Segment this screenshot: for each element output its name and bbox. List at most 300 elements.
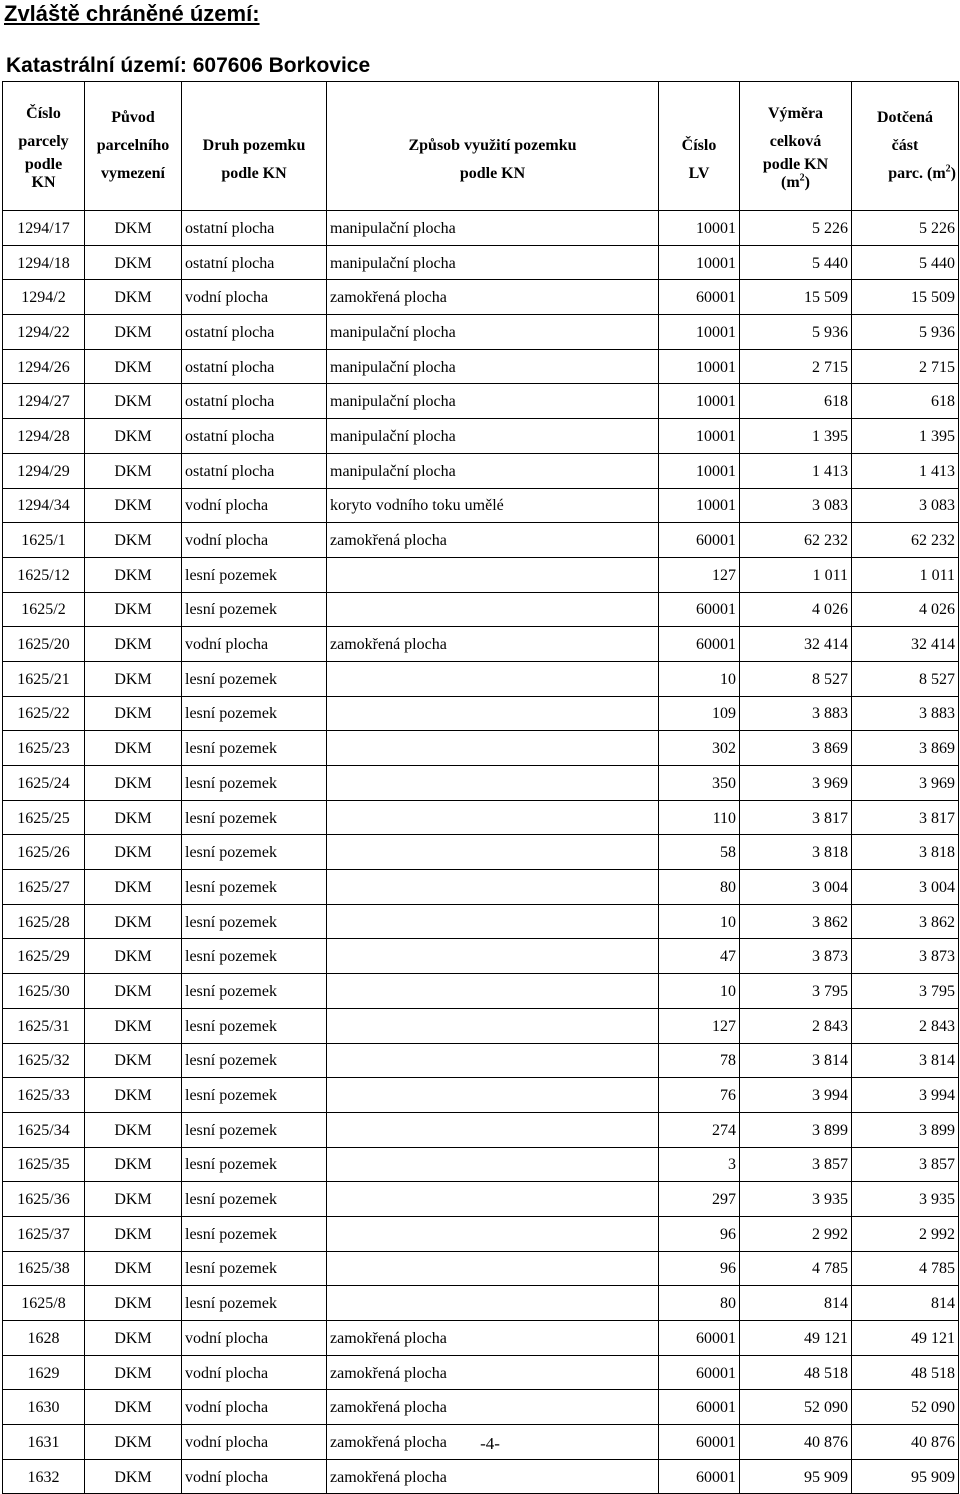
affected-part-cell: 32 414	[852, 627, 959, 662]
land-type-cell: lesní pozemek	[182, 1286, 327, 1321]
land-type-cell: vodní plocha	[182, 280, 327, 315]
parcel-number-cell: 1625/37	[3, 1216, 85, 1251]
total-area-cell: 3 083	[740, 488, 852, 523]
land-use-cell	[327, 731, 659, 766]
parcel-number-cell: 1625/38	[3, 1251, 85, 1286]
total-area-cell: 618	[740, 384, 852, 419]
lv-number-cell: 350	[659, 766, 740, 801]
affected-part-cell: 1 011	[852, 557, 959, 592]
land-type-cell: lesní pozemek	[182, 696, 327, 731]
land-use-cell	[327, 870, 659, 905]
total-area-cell: 8 527	[740, 661, 852, 696]
land-use-cell	[327, 592, 659, 627]
parcel-number-cell: 1632	[3, 1459, 85, 1494]
table-row	[3, 280, 959, 315]
affected-part-cell: 3 795	[852, 974, 959, 1009]
affected-part-cell: 1 395	[852, 419, 959, 454]
land-type-cell: lesní pozemek	[182, 661, 327, 696]
total-area-cell: 52 090	[740, 1390, 852, 1425]
lv-number-cell: 274	[659, 1112, 740, 1147]
land-type-cell: ostatní plocha	[182, 453, 327, 488]
origin-cell: DKM	[85, 315, 182, 350]
total-area-cell: 48 518	[740, 1355, 852, 1390]
land-type-cell: lesní pozemek	[182, 800, 327, 835]
origin-cell: DKM	[85, 1286, 182, 1321]
land-use-cell: zamokřená plocha	[327, 1390, 659, 1425]
land-type-cell: ostatní plocha	[182, 211, 327, 246]
land-type-cell: lesní pozemek	[182, 1112, 327, 1147]
parcel-number-cell: 1294/26	[3, 349, 85, 384]
land-type-cell: ostatní plocha	[182, 419, 327, 454]
lv-number-cell: 10001	[659, 349, 740, 384]
section-heading: Zvláště chráněné území:	[4, 1, 260, 26]
origin-cell: DKM	[85, 696, 182, 731]
parcel-number-cell: 1294/29	[3, 453, 85, 488]
land-use-cell	[327, 1112, 659, 1147]
parcel-number-cell: 1625/24	[3, 766, 85, 801]
origin-cell: DKM	[85, 1008, 182, 1043]
total-area-cell: 32 414	[740, 627, 852, 662]
lv-number-cell: 10001	[659, 211, 740, 246]
affected-part-cell: 814	[852, 1286, 959, 1321]
origin-cell: DKM	[85, 1078, 182, 1113]
affected-part-cell: 4 785	[852, 1251, 959, 1286]
origin-cell: DKM	[85, 800, 182, 835]
lv-number-cell: 60001	[659, 1321, 740, 1356]
affected-part-cell: 3 869	[852, 731, 959, 766]
table-row	[3, 1321, 959, 1356]
table-row	[3, 627, 959, 662]
affected-part-cell: 3 935	[852, 1182, 959, 1217]
total-area-cell: 3 883	[740, 696, 852, 731]
affected-part-cell: 3 004	[852, 870, 959, 905]
affected-part-cell: 3 873	[852, 939, 959, 974]
land-use-cell	[327, 1182, 659, 1217]
header-lv-number: Číslo LV	[659, 82, 740, 211]
table-row	[3, 939, 959, 974]
land-type-cell: lesní pozemek	[182, 1182, 327, 1217]
affected-part-cell: 49 121	[852, 1321, 959, 1356]
land-type-cell: lesní pozemek	[182, 835, 327, 870]
total-area-cell: 3 795	[740, 974, 852, 1009]
total-area-cell: 5 936	[740, 315, 852, 350]
land-type-cell: lesní pozemek	[182, 939, 327, 974]
lv-number-cell: 60001	[659, 1425, 740, 1460]
header-parcel-origin: Původ parcelního vymezení	[85, 82, 182, 211]
total-area-cell: 3 818	[740, 835, 852, 870]
parcel-number-cell: 1625/27	[3, 870, 85, 905]
affected-part-cell: 2 992	[852, 1216, 959, 1251]
origin-cell: DKM	[85, 453, 182, 488]
header-land-type: Druh pozemku podle KN	[182, 82, 327, 211]
parcel-number-cell: 1625/23	[3, 731, 85, 766]
affected-part-cell: 95 909	[852, 1459, 959, 1494]
land-use-cell	[327, 696, 659, 731]
affected-part-cell: 5 226	[852, 211, 959, 246]
land-use-cell: zamokřená plocha	[327, 1425, 659, 1460]
total-area-cell: 4 785	[740, 1251, 852, 1286]
total-area-cell: 3 969	[740, 766, 852, 801]
table-row	[3, 419, 959, 454]
land-use-cell: manipulační plocha	[327, 453, 659, 488]
table-row	[3, 731, 959, 766]
land-use-cell: manipulační plocha	[327, 349, 659, 384]
land-use-cell	[327, 557, 659, 592]
table-body	[3, 211, 959, 1494]
affected-part-cell: 618	[852, 384, 959, 419]
lv-number-cell: 10001	[659, 245, 740, 280]
parcel-number-cell: 1294/34	[3, 488, 85, 523]
land-type-cell: lesní pozemek	[182, 1251, 327, 1286]
land-type-cell: lesní pozemek	[182, 1216, 327, 1251]
table-row	[3, 1078, 959, 1113]
table-row	[3, 800, 959, 835]
total-area-cell: 2 843	[740, 1008, 852, 1043]
table-row	[3, 1147, 959, 1182]
table-row	[3, 1355, 959, 1390]
origin-cell: DKM	[85, 349, 182, 384]
total-area-cell: 1 413	[740, 453, 852, 488]
total-area-cell: 1 011	[740, 557, 852, 592]
header-parcel-number: Číslo parcely podle KN	[3, 82, 85, 211]
land-use-cell: zamokřená plocha	[327, 1459, 659, 1494]
land-use-cell	[327, 835, 659, 870]
lv-number-cell: 10001	[659, 453, 740, 488]
land-use-cell: manipulační plocha	[327, 211, 659, 246]
total-area-cell: 5 440	[740, 245, 852, 280]
parcel-number-cell: 1294/22	[3, 315, 85, 350]
table-row	[3, 1390, 959, 1425]
lv-number-cell: 47	[659, 939, 740, 974]
origin-cell: DKM	[85, 939, 182, 974]
land-use-cell: manipulační plocha	[327, 245, 659, 280]
affected-part-cell: 2 843	[852, 1008, 959, 1043]
table-row	[3, 349, 959, 384]
total-area-cell: 814	[740, 1286, 852, 1321]
affected-part-cell: 3 862	[852, 904, 959, 939]
table-row	[3, 835, 959, 870]
land-use-cell: zamokřená plocha	[327, 1355, 659, 1390]
land-type-cell: lesní pozemek	[182, 1043, 327, 1078]
origin-cell: DKM	[85, 1112, 182, 1147]
total-area-cell: 3 862	[740, 904, 852, 939]
parcel-number-cell: 1625/22	[3, 696, 85, 731]
land-use-cell	[327, 904, 659, 939]
land-type-cell: vodní plocha	[182, 1390, 327, 1425]
total-area-cell: 3 873	[740, 939, 852, 974]
parcel-number-cell: 1625/8	[3, 1286, 85, 1321]
total-area-cell: 40 876	[740, 1425, 852, 1460]
total-area-cell: 1 395	[740, 419, 852, 454]
origin-cell: DKM	[85, 488, 182, 523]
origin-cell: DKM	[85, 1355, 182, 1390]
lv-number-cell: 96	[659, 1216, 740, 1251]
land-type-cell: vodní plocha	[182, 1321, 327, 1356]
lv-number-cell: 297	[659, 1182, 740, 1217]
table-row	[3, 384, 959, 419]
total-area-cell: 3 869	[740, 731, 852, 766]
table-row	[3, 1043, 959, 1078]
land-type-cell: lesní pozemek	[182, 766, 327, 801]
origin-cell: DKM	[85, 870, 182, 905]
land-type-cell: lesní pozemek	[182, 1008, 327, 1043]
land-use-cell: manipulační plocha	[327, 315, 659, 350]
total-area-cell: 15 509	[740, 280, 852, 315]
parcel-number-cell: 1625/1	[3, 523, 85, 558]
lv-number-cell: 10	[659, 974, 740, 1009]
lv-number-cell: 76	[659, 1078, 740, 1113]
affected-part-cell: 40 876	[852, 1425, 959, 1460]
page-number: -4-	[480, 1434, 500, 1453]
parcel-number-cell: 1625/33	[3, 1078, 85, 1113]
origin-cell: DKM	[85, 627, 182, 662]
origin-cell: DKM	[85, 661, 182, 696]
origin-cell: DKM	[85, 974, 182, 1009]
total-area-cell: 49 121	[740, 1321, 852, 1356]
land-use-cell	[327, 1251, 659, 1286]
land-type-cell: lesní pozemek	[182, 904, 327, 939]
land-use-cell	[327, 974, 659, 1009]
table-row	[3, 1459, 959, 1494]
table-row	[3, 1008, 959, 1043]
origin-cell: DKM	[85, 211, 182, 246]
table-row	[3, 1182, 959, 1217]
lv-number-cell: 127	[659, 557, 740, 592]
lv-number-cell: 60001	[659, 1390, 740, 1425]
affected-part-cell: 48 518	[852, 1355, 959, 1390]
affected-part-cell: 3 818	[852, 835, 959, 870]
land-type-cell: lesní pozemek	[182, 1078, 327, 1113]
lv-number-cell: 127	[659, 1008, 740, 1043]
land-type-cell: ostatní plocha	[182, 245, 327, 280]
parcel-number-cell: 1625/36	[3, 1182, 85, 1217]
parcel-table	[2, 81, 959, 1494]
land-use-cell	[327, 1147, 659, 1182]
affected-part-cell: 2 715	[852, 349, 959, 384]
affected-part-cell: 3 883	[852, 696, 959, 731]
origin-cell: DKM	[85, 835, 182, 870]
affected-part-cell: 1 413	[852, 453, 959, 488]
lv-number-cell: 78	[659, 1043, 740, 1078]
parcel-number-cell: 1294/18	[3, 245, 85, 280]
table-row	[3, 870, 959, 905]
land-use-cell: zamokřená plocha	[327, 1321, 659, 1356]
affected-part-cell: 3 899	[852, 1112, 959, 1147]
lv-number-cell: 10001	[659, 488, 740, 523]
origin-cell: DKM	[85, 1216, 182, 1251]
land-type-cell: ostatní plocha	[182, 349, 327, 384]
lv-number-cell: 60001	[659, 280, 740, 315]
affected-part-cell: 3 814	[852, 1043, 959, 1078]
table-row	[3, 1216, 959, 1251]
parcel-number-cell: 1630	[3, 1390, 85, 1425]
land-type-cell: vodní plocha	[182, 1425, 327, 1460]
lv-number-cell: 60001	[659, 1355, 740, 1390]
lv-number-cell: 60001	[659, 523, 740, 558]
land-type-cell: vodní plocha	[182, 1459, 327, 1494]
table-row	[3, 211, 959, 246]
land-use-cell: koryto vodního toku umělé	[327, 488, 659, 523]
land-use-cell: zamokřená plocha	[327, 523, 659, 558]
land-use-cell	[327, 1043, 659, 1078]
lv-number-cell: 80	[659, 870, 740, 905]
land-type-cell: vodní plocha	[182, 523, 327, 558]
parcel-number-cell: 1631	[3, 1425, 85, 1460]
lv-number-cell: 10	[659, 904, 740, 939]
affected-part-cell: 8 527	[852, 661, 959, 696]
total-area-cell: 62 232	[740, 523, 852, 558]
header-affected-part: Dotčená část parc. $(m^2)$	[852, 82, 959, 211]
origin-cell: DKM	[85, 766, 182, 801]
affected-part-cell: 15 509	[852, 280, 959, 315]
header-land-use: Způsob využití pozemku podle KN	[327, 82, 659, 211]
origin-cell: DKM	[85, 245, 182, 280]
table-header	[3, 82, 959, 211]
parcel-number-cell: 1625/30	[3, 974, 85, 1009]
table-row	[3, 557, 959, 592]
origin-cell: DKM	[85, 280, 182, 315]
origin-cell: DKM	[85, 419, 182, 454]
land-use-cell: zamokřená plocha	[327, 280, 659, 315]
affected-part-cell: 3 857	[852, 1147, 959, 1182]
land-type-cell: lesní pozemek	[182, 592, 327, 627]
parcel-number-cell: 1625/21	[3, 661, 85, 696]
origin-cell: DKM	[85, 1147, 182, 1182]
cadastral-area-title: Katastrální území: 607606 Borkovice	[6, 54, 371, 77]
land-type-cell: lesní pozemek	[182, 731, 327, 766]
land-type-cell: vodní plocha	[182, 1355, 327, 1390]
table-row	[3, 766, 959, 801]
affected-part-cell: 5 440	[852, 245, 959, 280]
total-area-cell: 2 715	[740, 349, 852, 384]
land-use-cell	[327, 1216, 659, 1251]
lv-number-cell: 302	[659, 731, 740, 766]
affected-part-cell: 62 232	[852, 523, 959, 558]
parcel-number-cell: 1625/32	[3, 1043, 85, 1078]
total-area-cell: 3 857	[740, 1147, 852, 1182]
affected-part-cell: 4 026	[852, 592, 959, 627]
land-type-cell: vodní plocha	[182, 627, 327, 662]
origin-cell: DKM	[85, 523, 182, 558]
table-row	[3, 488, 959, 523]
lv-number-cell: 60001	[659, 627, 740, 662]
land-use-cell	[327, 1286, 659, 1321]
origin-cell: DKM	[85, 731, 182, 766]
total-area-cell: 3 004	[740, 870, 852, 905]
lv-number-cell: 10001	[659, 419, 740, 454]
parcel-number-cell: 1625/35	[3, 1147, 85, 1182]
total-area-cell: 3 935	[740, 1182, 852, 1217]
table-row	[3, 245, 959, 280]
parcel-number-cell: 1625/31	[3, 1008, 85, 1043]
parcel-number-cell: 1625/25	[3, 800, 85, 835]
total-area-cell: 2 992	[740, 1216, 852, 1251]
table-row	[3, 974, 959, 1009]
affected-part-cell: 3 969	[852, 766, 959, 801]
land-use-cell	[327, 1078, 659, 1113]
land-type-cell: ostatní plocha	[182, 384, 327, 419]
origin-cell: DKM	[85, 1425, 182, 1460]
parcel-number-cell: 1625/12	[3, 557, 85, 592]
lv-number-cell: 109	[659, 696, 740, 731]
origin-cell: DKM	[85, 384, 182, 419]
origin-cell: DKM	[85, 904, 182, 939]
affected-part-cell: 52 090	[852, 1390, 959, 1425]
lv-number-cell: 10001	[659, 384, 740, 419]
table-row	[3, 315, 959, 350]
total-area-cell: 3 994	[740, 1078, 852, 1113]
lv-number-cell: 58	[659, 835, 740, 870]
land-type-cell: lesní pozemek	[182, 974, 327, 1009]
land-use-cell: manipulační plocha	[327, 419, 659, 454]
total-area-cell: 4 026	[740, 592, 852, 627]
parcel-number-cell: 1294/17	[3, 211, 85, 246]
origin-cell: DKM	[85, 1459, 182, 1494]
origin-cell: DKM	[85, 1321, 182, 1356]
land-type-cell: lesní pozemek	[182, 870, 327, 905]
parcel-number-cell: 1294/28	[3, 419, 85, 454]
land-use-cell	[327, 661, 659, 696]
lv-number-cell: 96	[659, 1251, 740, 1286]
land-use-cell	[327, 766, 659, 801]
parcel-number-cell: 1625/20	[3, 627, 85, 662]
origin-cell: DKM	[85, 1043, 182, 1078]
total-area-cell: 95 909	[740, 1459, 852, 1494]
total-area-cell: 3 899	[740, 1112, 852, 1147]
parcel-number-cell: 1628	[3, 1321, 85, 1356]
parcel-number-cell: 1625/2	[3, 592, 85, 627]
lv-number-cell: 80	[659, 1286, 740, 1321]
lv-number-cell: 3	[659, 1147, 740, 1182]
land-type-cell: lesní pozemek	[182, 1147, 327, 1182]
land-use-cell: zamokřená plocha	[327, 627, 659, 662]
table-row	[3, 904, 959, 939]
lv-number-cell: 60001	[659, 1459, 740, 1494]
parcel-number-cell: 1294/2	[3, 280, 85, 315]
table-row	[3, 1286, 959, 1321]
table-row	[3, 696, 959, 731]
parcel-number-cell: 1625/29	[3, 939, 85, 974]
table-row	[3, 1251, 959, 1286]
total-area-cell: 3 814	[740, 1043, 852, 1078]
parcel-number-cell: 1625/28	[3, 904, 85, 939]
header-total-area: Výměra celková podle KN $(m^2)$	[740, 82, 852, 211]
affected-part-cell: 5 936	[852, 315, 959, 350]
origin-cell: DKM	[85, 557, 182, 592]
affected-part-cell: 3 994	[852, 1078, 959, 1113]
lv-number-cell: 10001	[659, 315, 740, 350]
parcel-number-cell: 1625/34	[3, 1112, 85, 1147]
land-type-cell: vodní plocha	[182, 488, 327, 523]
table-row	[3, 523, 959, 558]
total-area-cell: 5 226	[740, 211, 852, 246]
origin-cell: DKM	[85, 1390, 182, 1425]
total-area-cell: 3 817	[740, 800, 852, 835]
land-use-cell: manipulační plocha	[327, 384, 659, 419]
lv-number-cell: 10	[659, 661, 740, 696]
table-row	[3, 1112, 959, 1147]
table-row	[3, 592, 959, 627]
lv-number-cell: 60001	[659, 592, 740, 627]
land-type-cell: lesní pozemek	[182, 557, 327, 592]
land-use-cell	[327, 1008, 659, 1043]
affected-part-cell: 3 817	[852, 800, 959, 835]
table-row	[3, 453, 959, 488]
lv-number-cell: 110	[659, 800, 740, 835]
parcel-number-cell: 1629	[3, 1355, 85, 1390]
parcel-number-cell: 1625/26	[3, 835, 85, 870]
origin-cell: DKM	[85, 1182, 182, 1217]
